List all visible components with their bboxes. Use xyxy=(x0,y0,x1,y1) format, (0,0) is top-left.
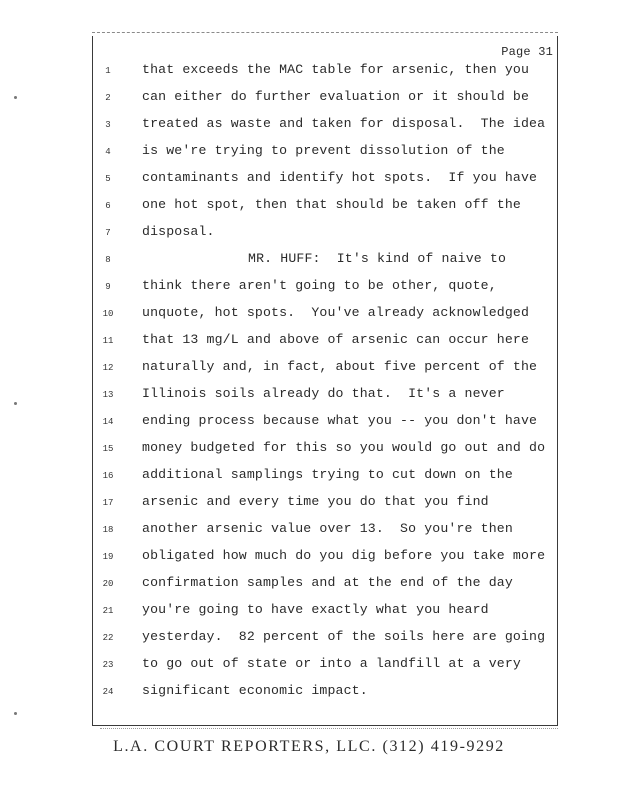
line-text: MR. HUFF: It's kind of naive to xyxy=(248,251,507,266)
line-number: 4 xyxy=(105,147,111,157)
transcript-line xyxy=(0,438,618,465)
transcript-line xyxy=(0,87,618,114)
transcript-line xyxy=(0,519,618,546)
line-text: confirmation samples and at the end of the day xyxy=(142,575,513,590)
transcript-line xyxy=(0,195,618,222)
court-reporter-footer: L.A. COURT REPORTERS, LLC. (312) 419-9292 xyxy=(113,738,505,755)
transcript-line xyxy=(0,492,618,519)
line-text: arsenic and every time you do that you find xyxy=(142,494,489,509)
line-text: money budgeted for this so you would go out and do xyxy=(142,440,546,455)
transcript-line xyxy=(0,114,618,141)
line-text: to go out of state or into a landfill at a very xyxy=(142,656,521,671)
line-text: naturally and, in fact, about five percent of the xyxy=(142,359,538,374)
transcript-line xyxy=(0,303,618,330)
line-text: Illinois soils already do that. It's a never xyxy=(142,386,505,401)
transcript-line xyxy=(0,276,618,303)
line-text: is we're trying to prevent dissolution of the xyxy=(142,143,505,158)
line-number: 11 xyxy=(102,336,114,346)
line-number: 23 xyxy=(102,660,114,670)
page-top-border xyxy=(92,32,558,33)
line-number: 7 xyxy=(105,228,111,238)
line-text: can either do further evaluation or it should be xyxy=(142,89,530,104)
transcript-line xyxy=(0,573,618,600)
margin-speck xyxy=(14,712,17,715)
line-text: unquote, hot spots. You've already acknowledged xyxy=(142,305,530,320)
transcript-line xyxy=(0,546,618,573)
transcript-line xyxy=(0,168,618,195)
page-number: Page 31 xyxy=(501,45,553,59)
transcript-line xyxy=(0,249,618,276)
line-text: obligated how much do you dig before you take more xyxy=(142,548,546,563)
line-number: 20 xyxy=(102,579,114,589)
line-text: ending process because what you -- you don't have xyxy=(142,413,538,428)
line-text: additional samplings trying to cut down on the xyxy=(142,467,513,482)
line-number: 10 xyxy=(102,309,114,319)
transcript-line xyxy=(0,681,618,708)
line-number: 15 xyxy=(102,444,114,454)
line-number: 9 xyxy=(105,282,111,292)
transcript-line xyxy=(0,357,618,384)
transcript-line xyxy=(0,411,618,438)
line-text: that 13 mg/L and above of arsenic can occur here xyxy=(142,332,530,347)
transcript-line xyxy=(0,60,618,87)
bottom-rule xyxy=(100,728,558,729)
line-number: 19 xyxy=(102,552,114,562)
line-number: 18 xyxy=(102,525,114,535)
line-number: 2 xyxy=(105,93,111,103)
line-number: 22 xyxy=(102,633,114,643)
transcript-line xyxy=(0,141,618,168)
line-text: that exceeds the MAC table for arsenic, then you xyxy=(142,62,530,77)
transcript-line xyxy=(0,330,618,357)
line-text: treated as waste and taken for disposal. The idea xyxy=(142,116,546,131)
line-number: 13 xyxy=(102,390,114,400)
line-text: another arsenic value over 13. So you're then xyxy=(142,521,513,536)
transcript-line xyxy=(0,222,618,249)
line-text: significant economic impact. xyxy=(142,683,368,698)
line-number: 17 xyxy=(102,498,114,508)
line-number: 8 xyxy=(105,255,111,265)
line-number: 1 xyxy=(105,66,111,76)
transcript-line xyxy=(0,384,618,411)
line-number: 14 xyxy=(102,417,114,427)
line-number: 6 xyxy=(105,201,111,211)
line-number: 12 xyxy=(102,363,114,373)
line-number: 24 xyxy=(102,687,114,697)
line-number: 5 xyxy=(105,174,111,184)
transcript-line xyxy=(0,627,618,654)
line-number: 21 xyxy=(102,606,114,616)
line-number: 3 xyxy=(105,120,111,130)
transcript-line xyxy=(0,465,618,492)
line-number: 16 xyxy=(102,471,114,481)
line-text: contaminants and identify hot spots. If you have xyxy=(142,170,538,185)
line-text: yesterday. 82 percent of the soils here are going xyxy=(142,629,546,644)
transcript-line xyxy=(0,600,618,627)
transcript-line xyxy=(0,654,618,681)
line-text: disposal. xyxy=(142,224,215,239)
line-text: you're going to have exactly what you heard xyxy=(142,602,489,617)
line-text: one hot spot, then that should be taken off the xyxy=(142,197,521,212)
line-text: think there aren't going to be other, quote, xyxy=(142,278,497,293)
